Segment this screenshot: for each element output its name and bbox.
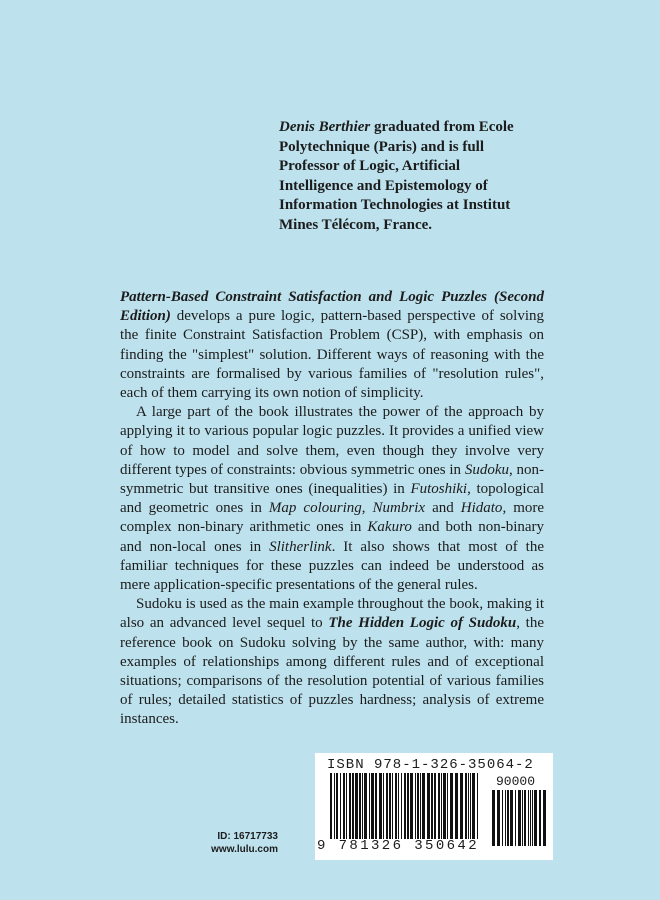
barcode-bar [507, 790, 509, 846]
barcode-bar [492, 790, 495, 846]
barcode-bar [383, 773, 384, 839]
barcode-bar [362, 773, 363, 839]
description-text: , topological and geometric ones in [120, 481, 544, 517]
barcode-bar [505, 790, 506, 846]
barcode-bar [364, 773, 367, 839]
barcode-bar [472, 773, 475, 839]
barcode-bar [522, 790, 523, 846]
puzzle-name: Hidato [460, 500, 503, 517]
barcode-bar [497, 790, 500, 846]
barcode-bar [375, 773, 377, 839]
barcode-bar [447, 773, 448, 839]
barcode-bar [524, 790, 526, 846]
barcode-bar [470, 773, 471, 839]
puzzle-name: Numbrix [372, 500, 426, 517]
barcode-bar [510, 790, 513, 846]
publisher-url: www.lulu.com [211, 844, 278, 855]
related-book-title: The Hidden Logic of Sudoku [328, 615, 517, 632]
description-text: and both non-binary and non-local ones in [120, 519, 545, 555]
book-title: Pattern-Based Constraint Satisfaction and Logic Puzzles (Second Edition) [120, 289, 544, 325]
barcode-bar [343, 773, 345, 839]
description-text: develops a pure logic, pattern-based perspective of solving the finite Constraint Satisfaction Problem (CSP), with emphasis on finding the "simplest" solution. Different ways of reasoning with the constraints are formalised by various families of "resolution rules", each of them carrying its own notion of simplicity. [120, 308, 544, 402]
barcode-bar [420, 773, 421, 839]
barcode-bar [379, 773, 382, 839]
barcode-bar [407, 773, 409, 839]
barcode-bar [389, 773, 391, 839]
addon-barcode-bars [492, 790, 546, 846]
barcode-bar [355, 773, 358, 839]
barcode-bar [410, 773, 413, 839]
author-bio-text: graduated from Ecole Polytechnique (Paris) and is full Professor of Logic, Artificial Intelligence and Epistemology of Information Technologies at Institut Mines Télécom, France. [279, 119, 514, 233]
barcode-bar [386, 773, 388, 839]
barcode-bar [468, 773, 469, 839]
barcode-bar [395, 773, 397, 839]
barcode-bar [401, 773, 402, 839]
barcode-bar [502, 790, 503, 846]
description-text: , the reference book on Sudoku solving by the same author, with: many examples of relationships among different rules and of exceptional situations; comparisons of the resolution potential of various families of rules; detailed statistics of puzzles hardness; analysis of extreme instances. [120, 615, 545, 728]
barcode-bar [438, 773, 440, 839]
barcode-bar [334, 773, 335, 839]
puzzle-name: Map colouring [268, 500, 362, 517]
description-text: Sudoku is used as the main example throughout the book, making it also an advanced level sequel to [120, 596, 544, 632]
author-name: Denis Berthier [279, 119, 371, 135]
barcode-bar [539, 790, 541, 846]
description-text: , non-symmetric but transitive ones (inequalities) in [120, 461, 545, 498]
barcode-bar [340, 773, 341, 839]
barcode-bar [336, 773, 338, 839]
description-text: , [361, 500, 366, 517]
barcode-bar [398, 773, 399, 839]
barcode-bar [359, 773, 361, 839]
barcode-bar [404, 773, 406, 839]
barcode-bar [450, 773, 453, 839]
barcode-bar [417, 773, 419, 839]
barcode-bar [415, 773, 416, 839]
description-text: , more complex non-binary arithmetic ones in [120, 500, 545, 536]
barcode-bar [477, 773, 478, 839]
barcode-bar [515, 790, 516, 846]
barcode-bar [427, 773, 430, 839]
description-text: and [432, 500, 454, 517]
description-text: A large part of the book illustrates the power of the approach by applying it to various popular logic puzzles. It provides a unified view of how to model and solve them, even though they involve very different types of constraints: obvious symmetric ones in [120, 404, 544, 478]
puzzle-name: Slitherlink [269, 538, 332, 555]
puzzle-name: Sudoku [464, 461, 509, 478]
barcode-bar [543, 790, 546, 846]
barcode-bar [431, 773, 433, 839]
barcode-bar [465, 773, 467, 839]
barcode-bar [528, 790, 529, 846]
barcode-bar [434, 773, 436, 839]
barcode-bar [443, 773, 446, 839]
barcode-bar [369, 773, 370, 839]
barcode-bar [455, 773, 458, 839]
barcode-bar [518, 790, 521, 846]
barcode-bar [441, 773, 442, 839]
barcode-bar [530, 790, 531, 846]
description-text: . It also shows that most of the familiar techniques for these puzzles can indeed be understood as mere application-specific presentations of the general rules. [120, 538, 544, 594]
isbn-label: ISBN 978-1-326-35064-2 [327, 757, 534, 773]
price-code: 90000 [496, 774, 536, 789]
barcode-bar [422, 773, 425, 839]
ean-digits: 9 781326 350642 [317, 838, 480, 854]
book-id: ID: 16717733 [217, 831, 278, 842]
barcode-bar [346, 773, 347, 839]
barcode-bar [532, 790, 533, 846]
puzzle-name: Futoshiki [410, 481, 468, 498]
barcode-bar [352, 773, 354, 839]
barcode-bar [392, 773, 393, 839]
barcode-bar [371, 773, 374, 839]
barcode-bar [534, 790, 537, 846]
ean-barcode-bars [330, 773, 478, 839]
barcode-bar [349, 773, 351, 839]
barcode-bar [330, 773, 332, 839]
puzzle-name: Kakuro [367, 519, 412, 536]
barcode-bar [460, 773, 463, 839]
